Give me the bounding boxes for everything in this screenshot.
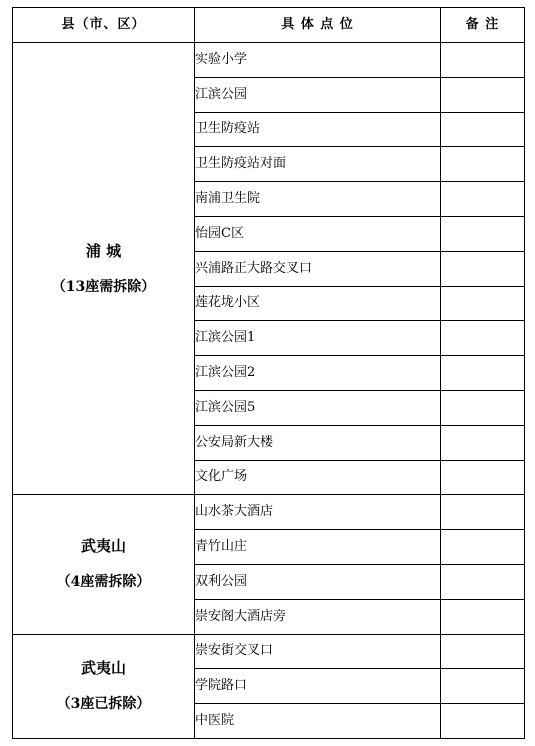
remark-cell	[441, 599, 525, 634]
county-cell	[13, 634, 195, 738]
header-row	[13, 8, 525, 43]
table-row	[13, 43, 525, 78]
remark-cell	[441, 530, 525, 565]
sites-table	[12, 7, 525, 739]
site-cell: 公安局新大楼	[195, 425, 441, 460]
site-cell: 莲花垅小区	[195, 286, 441, 321]
county-name: 浦 城	[85, 241, 122, 260]
county-cell	[13, 43, 195, 495]
site-cell: 青竹山庄	[195, 530, 441, 565]
remark-cell	[441, 634, 525, 669]
site-cell: 南浦卫生院	[195, 182, 441, 217]
remark-cell	[441, 321, 525, 356]
remark-cell	[441, 182, 525, 217]
site-cell: 崇安街交叉口	[195, 634, 441, 669]
table-row	[13, 634, 525, 669]
site-cell: 江滨公园5	[195, 390, 441, 425]
site-cell: 兴浦路正大路交叉口	[195, 251, 441, 286]
site-cell: 文化广场	[195, 460, 441, 495]
site-cell: 江滨公园	[195, 77, 441, 112]
header-county: 县（市、区）	[13, 8, 195, 43]
site-cell: 双利公园	[195, 564, 441, 599]
site-cell: 实验小学	[195, 43, 441, 78]
county-note: （3座已拆除）	[56, 696, 151, 713]
remark-cell	[441, 669, 525, 704]
county-note: （13座需拆除）	[51, 278, 156, 295]
remark-cell	[441, 460, 525, 495]
table-row	[13, 495, 525, 530]
remark-cell	[441, 43, 525, 78]
site-cell: 山水茶大酒店	[195, 495, 441, 530]
remark-cell	[441, 251, 525, 286]
remark-cell	[441, 495, 525, 530]
site-cell: 怡园C区	[195, 216, 441, 251]
remark-cell	[441, 356, 525, 391]
remark-cell	[441, 564, 525, 599]
remark-cell	[441, 286, 525, 321]
site-cell: 崇安阁大酒店旁	[195, 599, 441, 634]
header-remark: 备 注	[441, 8, 525, 43]
remark-cell	[441, 704, 525, 739]
header-site: 具 体 点 位	[195, 8, 441, 43]
site-cell: 江滨公园2	[195, 356, 441, 391]
site-cell: 江滨公园1	[195, 321, 441, 356]
table-body	[13, 43, 525, 739]
remark-cell	[441, 147, 525, 182]
county-note: （4座需拆除）	[56, 574, 151, 591]
site-cell: 卫生防疫站对面	[195, 147, 441, 182]
county-name: 武夷山	[80, 537, 126, 556]
site-cell: 卫生防疫站	[195, 112, 441, 147]
site-cell: 学院路口	[195, 669, 441, 704]
county-name: 武夷山	[80, 659, 126, 678]
county-cell	[13, 495, 195, 634]
remark-cell	[441, 216, 525, 251]
remark-cell	[441, 112, 525, 147]
remark-cell	[441, 77, 525, 112]
remark-cell	[441, 425, 525, 460]
site-cell: 中医院	[195, 704, 441, 739]
remark-cell	[441, 390, 525, 425]
